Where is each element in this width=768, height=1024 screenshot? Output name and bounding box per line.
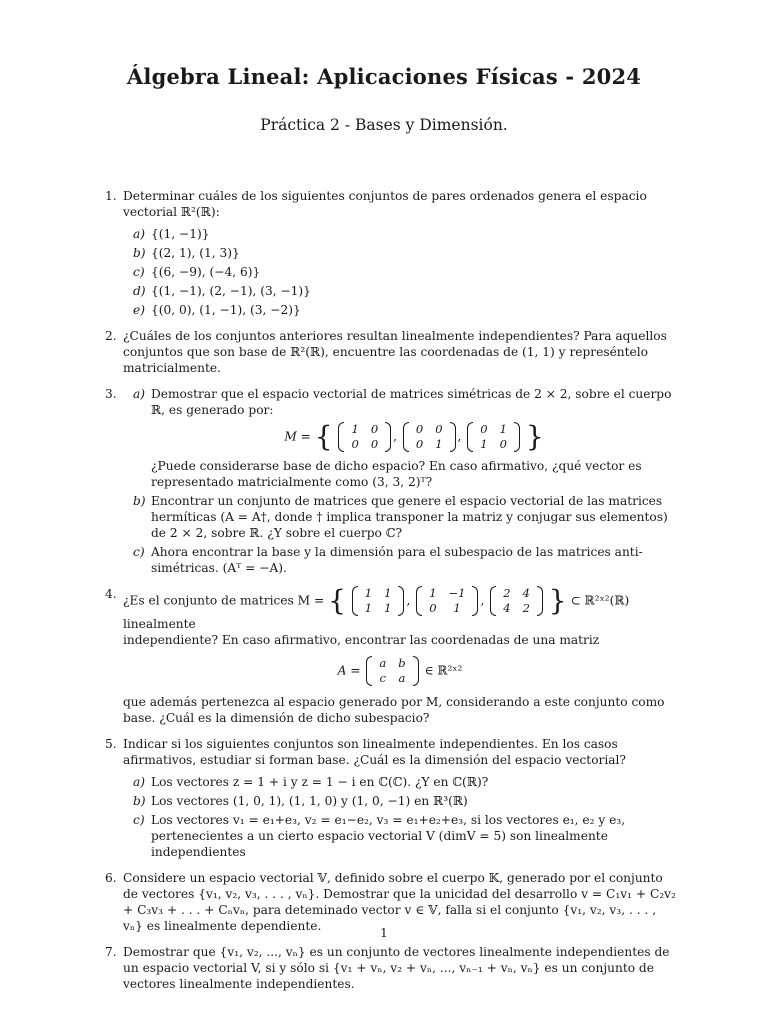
matrix-label: A = [337, 663, 361, 678]
subitem-text: {(2, 1), (1, 3)} [151, 246, 240, 260]
matrix: 1 1 1 1 [352, 586, 405, 616]
subitem-text: Encontrar un conjunto de matrices que genere el espacio vectorial de las matrices hermíticas (A = A†, donde † implica transponer la matriz y conjugar sus elementos) de 2 × 2, sobre ℝ. ¿Y sobre el cuerpo ℂ? [151, 494, 668, 540]
problem-6 [105, 870, 677, 934]
subitem-b [123, 493, 677, 541]
right-brace: } [525, 420, 544, 453]
matrix-membership: ∈ ℝ²ˣ² [424, 663, 463, 678]
subitem-label: a) [133, 775, 146, 789]
problem-number: 3. [105, 387, 117, 401]
matrix: 1 0 0 0 [338, 422, 391, 452]
problem-text: Indicar si los siguientes conjuntos son linealmente independientes. En los casos afirmativos, estudiar si forman base. ¿Cuál es la dimensión del espacio vectorial? [123, 737, 626, 767]
subitem-label: b) [133, 246, 146, 260]
subitem-text: {(6, −9), (−4, 6)} [151, 265, 261, 279]
matrix: 0 1 1 0 [467, 422, 520, 452]
right-brace: } [548, 584, 567, 617]
subitem-a [123, 386, 677, 490]
subitem-b [123, 245, 677, 261]
problem-text: ⊂ ℝ²ˣ²(ℝ) linealmente [123, 593, 630, 631]
matrix-set-label: M = [284, 429, 311, 444]
problem-4 [105, 586, 677, 726]
problem-text: independiente? En caso afirmativo, encontrar las coordenadas de una matriz [123, 633, 600, 647]
document-title: Álgebra Lineal: Aplicaciones Físicas - 2024 [126, 64, 642, 89]
subitem-text: Ahora encontrar la base y la dimensión para el subespacio de las matrices anti-simétricas. (Aᵀ = −A). [151, 545, 643, 575]
problem-text: Determinar cuáles de los siguientes conjuntos de pares ordenados genera el espacio vectorial ℝ²(ℝ): [123, 189, 647, 219]
problem-number: 5. [105, 737, 117, 751]
subitem-text-continued: ¿Puede considerarse base de dicho espacio? En caso afirmativo, ¿qué vector es representado matricialmente como (3, 3, 2)ᵀ? [151, 459, 642, 489]
problem-text: Demostrar que {v₁, v₂, ..., vₙ} es un conjunto de vectores linealmente independientes de un espacio vectorial V, si y sólo si {v₁ + vₙ, v₂ + vₙ, ..., vₙ₋₁ + vₙ, vₙ} es un conjunto de vectores linealmente independientes. [123, 945, 670, 991]
problem-7 [105, 944, 677, 992]
document-subtitle: Práctica 2 - Bases y Dimensión. [260, 116, 508, 134]
subitem-label: d) [133, 284, 146, 298]
problem-first-line: ¿Es el conjunto de matrices M = { 1 1 1 1 , 1 −1 0 1 , 2 4 4 2 } ⊂ ℝ²ˣ²(ℝ) linealmente [123, 584, 630, 631]
problem-list [105, 188, 677, 1002]
problem-number: 7. [105, 945, 117, 959]
problem-number: 4. [105, 587, 117, 601]
subitem-text: Los vectores (1, 0, 1), (1, 1, 0) y (1, 0, −1) en ℝ³(ℝ) [151, 794, 468, 808]
subitem-c [123, 264, 677, 280]
problem-text: Considere un espacio vectorial 𝕍, definido sobre el cuerpo 𝕂, generado por el conjunto de vectores {v₁, v₂, v₃, . . . , vₙ}. Demostrar que la unicidad del desarrollo v = C₁v₁ + C₂v₂ + C₃v₃ + . . . + Cₙvₙ, para deteminado vector v ∈ 𝕍, falla si el conjunto {v₁, v₂, v₃, . . . , vₙ} es linealmente dependiente. [123, 871, 676, 933]
matrix-a [123, 656, 677, 686]
problem-number: 1. [105, 189, 117, 203]
page-number: 1 [380, 926, 388, 940]
matrix: 1 −1 0 1 [416, 586, 478, 616]
problem-number: 2. [105, 329, 117, 343]
problem-2 [105, 328, 677, 376]
subitem-text: {(1, −1)} [151, 227, 210, 241]
subitem-b [123, 793, 677, 809]
subitem-label: c) [133, 545, 145, 559]
subitem-c [123, 812, 677, 860]
matrix: a b c a [366, 656, 418, 686]
subitem-c [123, 544, 677, 576]
problem-text: ¿Es el conjunto de matrices M = [123, 593, 325, 608]
subitem-label: b) [133, 794, 146, 808]
subitem-label: b) [133, 494, 146, 508]
matrix: 2 4 4 2 [490, 586, 543, 616]
subitem-e [123, 302, 677, 318]
subitem-label: a) [133, 227, 146, 241]
subitem-label: a) [133, 387, 146, 401]
subitem-text: {(1, −1), (2, −1), (3, −1)} [151, 284, 311, 298]
matrix: 0 0 0 1 [403, 422, 456, 452]
left-brace: { [314, 420, 333, 453]
subitem-text: Los vectores z = 1 + i y z = 1 − i en ℂ(ℂ). ¿Y en ℂ(ℝ)? [151, 775, 489, 789]
problem-5 [105, 736, 677, 860]
left-brace: { [328, 584, 346, 617]
subitem-label: c) [133, 265, 145, 279]
subitem-a [123, 774, 677, 790]
problem-1 [105, 188, 677, 318]
subitem-text: Demostrar que el espacio vectorial de matrices simétricas de 2 × 2, sobre el cuerpo ℝ, es generado por: [151, 387, 672, 417]
subitem-a [123, 226, 677, 242]
subitem-text: Los vectores v₁ = e₁+e₃, v₂ = e₁−e₂, v₃ = e₁+e₂+e₃, si los vectores e₁, e₂ y e₃, pertenecientes a un cierto espacio vectorial V (dimV = 5) son linealmente independientes [151, 813, 626, 859]
problem-text: que además pertenezca al espacio generado por M, considerando a este conjunto como base. ¿Cuál es la dimensión de dicho subespacio? [123, 695, 665, 725]
subitem-label: c) [133, 813, 145, 827]
problem-number: 6. [105, 871, 117, 885]
subitem-label: e) [133, 303, 145, 317]
matrix-set-m: M = { 1 0 0 0 , 0 0 0 1 , 0 1 1 0 } [284, 420, 544, 453]
subitem-d [123, 283, 677, 299]
subitem-text: {(0, 0), (1, −1), (3, −2)} [151, 303, 301, 317]
problem-text: ¿Cuáles de los conjuntos anteriores resultan linealmente independientes? Para aquellos conjuntos que son base de ℝ²(ℝ), encuentre las coordenadas de (1, 1) y represéntelo matricialmente. [123, 329, 667, 375]
problem-3 [105, 386, 677, 576]
